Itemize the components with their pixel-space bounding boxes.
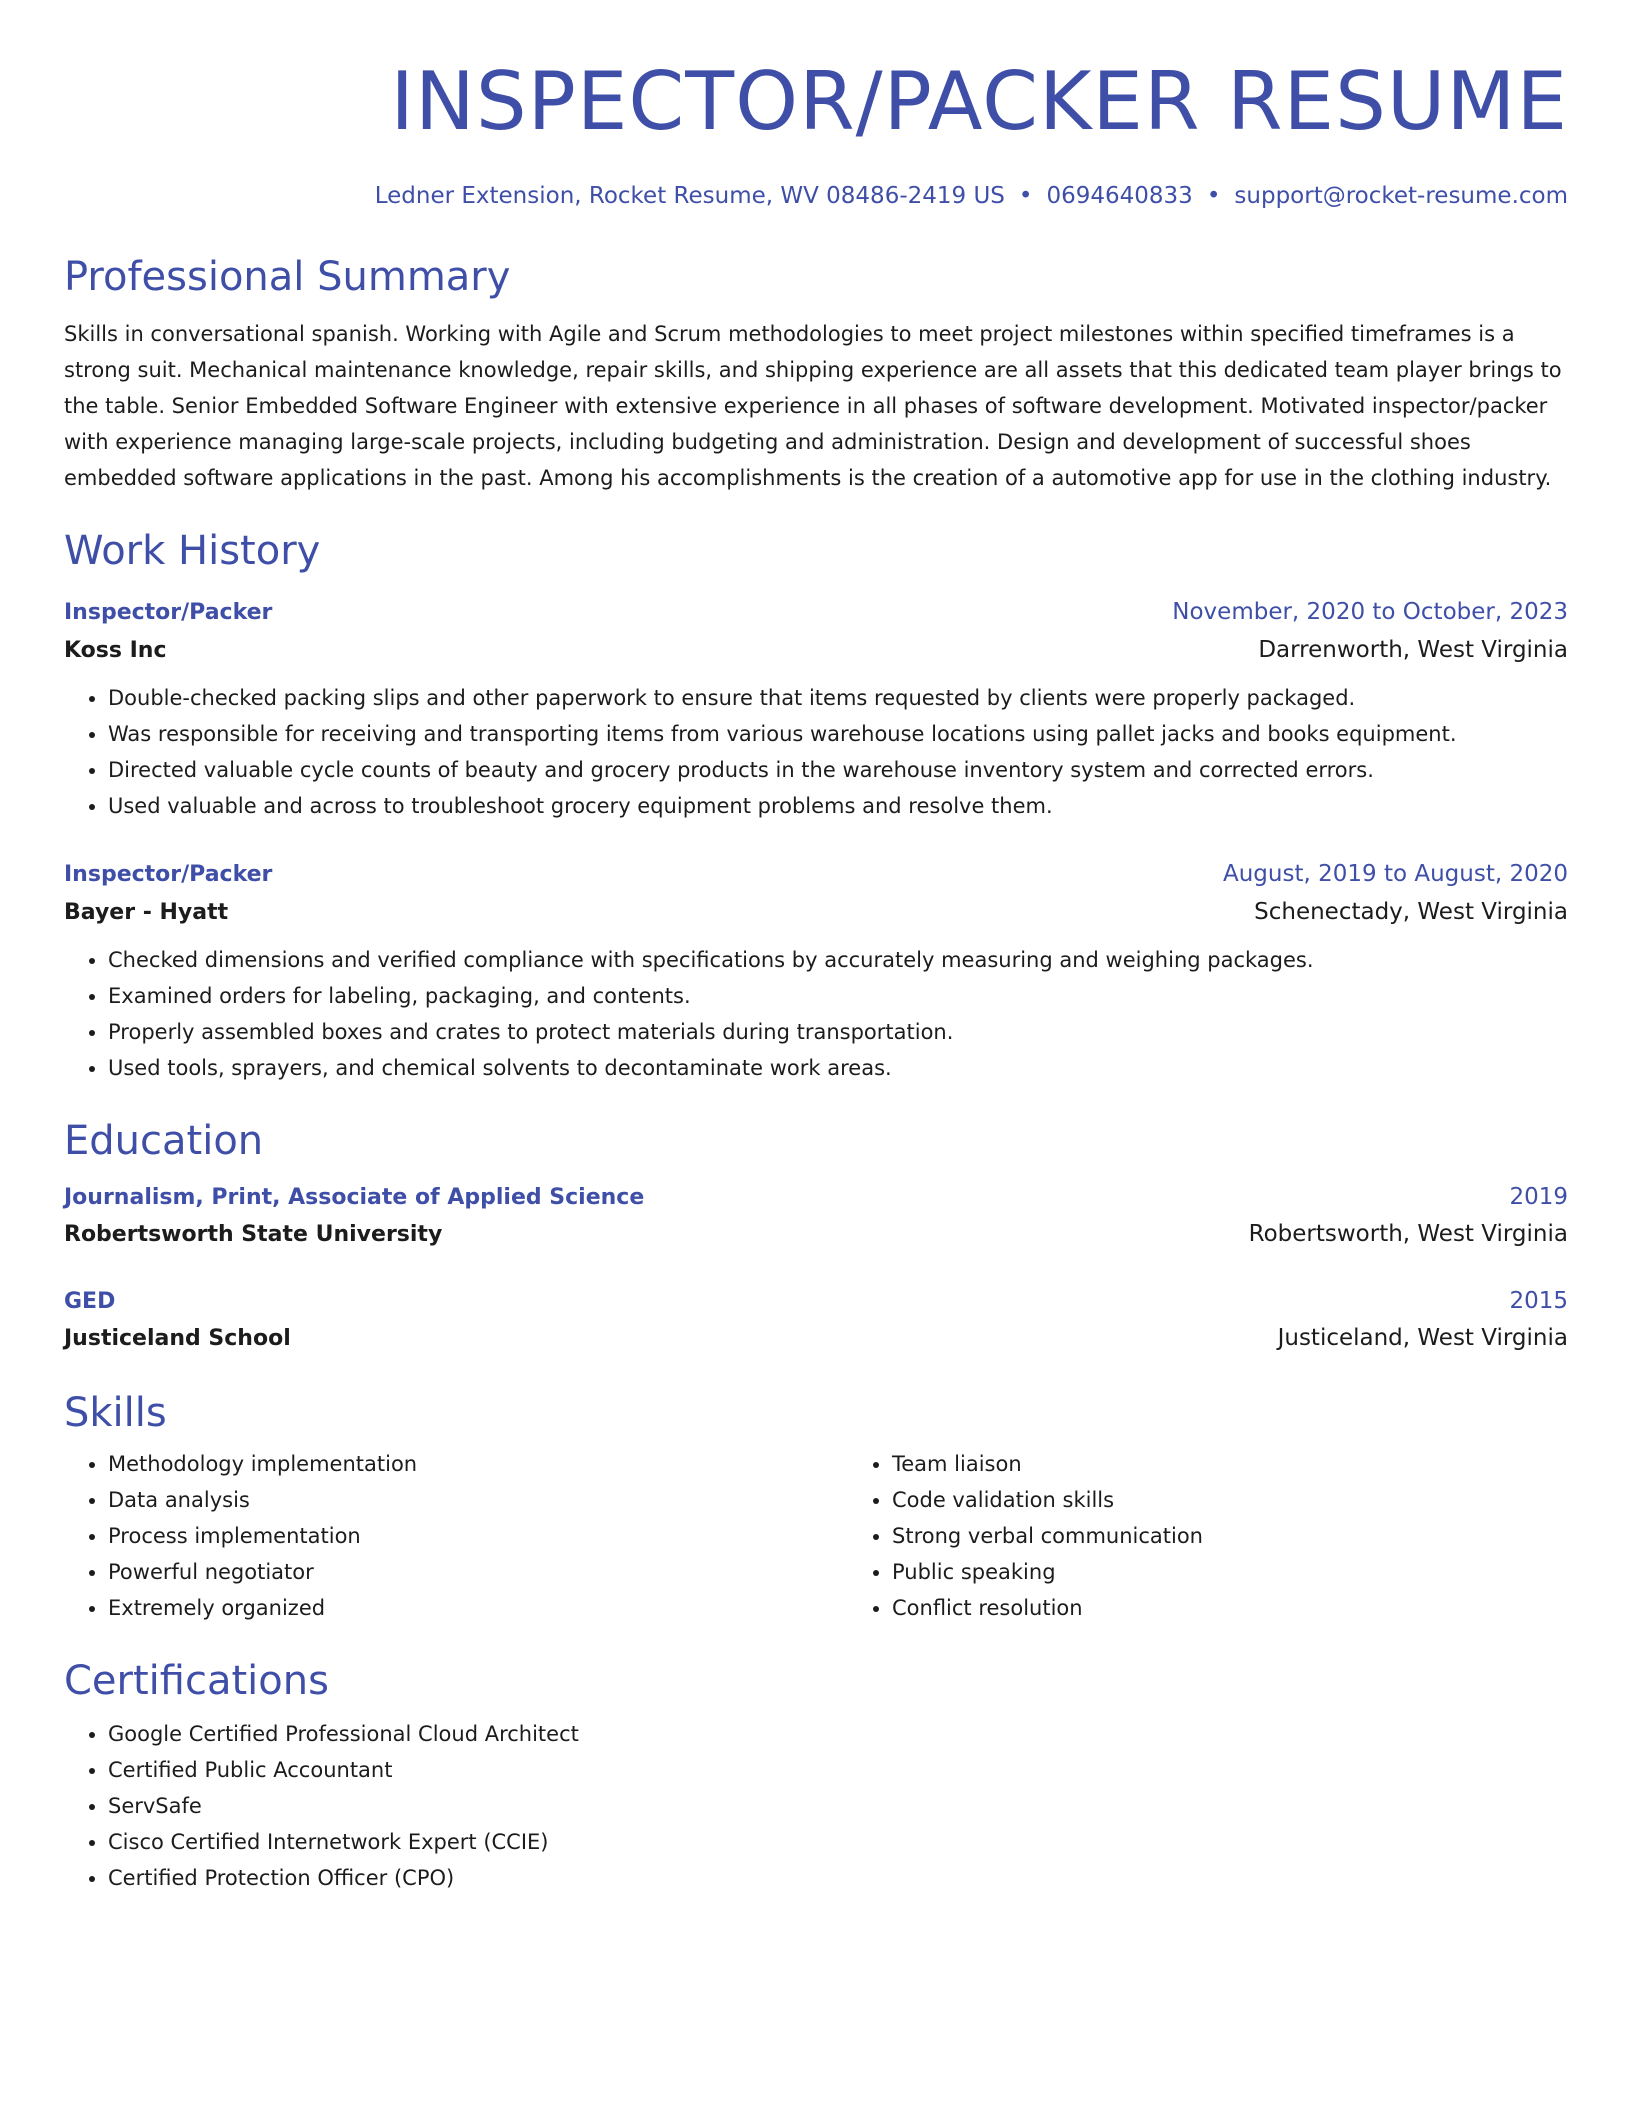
contact-line	[64, 180, 1568, 212]
list-item: • Public speaking	[892, 1554, 1632, 1590]
list-item: • Data analysis	[108, 1482, 848, 1518]
certifications-list	[64, 1716, 1568, 1896]
job-location: Schenectady, West Virginia	[1254, 899, 1568, 925]
list-item: • Examined orders for labeling, packaging, and contents.	[108, 978, 1568, 1014]
education-degree: Journalism, Print, Associate of Applied Science	[64, 1185, 645, 1210]
education-location: Robertsworth, West Virginia	[1248, 1221, 1568, 1247]
job-title: Inspector/Packer	[64, 862, 273, 887]
skills-list-right	[848, 1446, 1632, 1626]
job-company: Koss Inc	[64, 638, 167, 663]
education-year: 2015	[1509, 1288, 1568, 1314]
list-item: • Powerful negotiator	[108, 1554, 848, 1590]
list-item: • Cisco Certified Internetwork Expert (CCIE)	[108, 1824, 1568, 1860]
contact-separator: •	[1206, 183, 1221, 209]
list-item: • Was responsible for receiving and transporting items from various warehouse locations using pallet jacks and books equipment.	[108, 716, 1568, 752]
job-company: Bayer - Hyatt	[64, 900, 229, 925]
summary-heading: Professional Summary	[64, 254, 511, 300]
list-item: • Google Certified Professional Cloud Architect	[108, 1716, 1568, 1752]
job-title: Inspector/Packer	[64, 600, 273, 625]
education-year: 2019	[1509, 1184, 1568, 1210]
education-school: Robertsworth State University	[64, 1222, 443, 1247]
job-bullets	[64, 680, 1568, 824]
list-item: • Double-checked packing slips and other paperwork to ensure that items requested by clients were properly packaged.	[108, 680, 1568, 716]
list-item: • ServSafe	[108, 1788, 1568, 1824]
skills-columns	[64, 1446, 1568, 1626]
education-heading: Education	[64, 1118, 264, 1164]
skills-list-left	[64, 1446, 848, 1626]
job-location: Darrenworth, West Virginia	[1258, 637, 1568, 663]
list-item: • Conflict resolution	[892, 1590, 1632, 1626]
page-title: INSPECTOR/PACKER RESUME	[390, 55, 1568, 148]
job-entry	[64, 856, 1568, 1086]
skills-heading: Skills	[64, 1390, 167, 1436]
list-item: • Process implementation	[108, 1518, 848, 1554]
list-item: • Checked dimensions and verified compliance with specifications by accurately measuring and weighing packages.	[108, 942, 1568, 978]
education-entry	[64, 1284, 1568, 1358]
list-item: • Code validation skills	[892, 1482, 1632, 1518]
contact-phone: 0694640833	[1046, 183, 1193, 209]
list-item: • Extremely organized	[108, 1590, 848, 1626]
work-history-heading: Work History	[64, 528, 321, 574]
list-item: • Used tools, sprayers, and chemical solvents to decontaminate work areas.	[108, 1050, 1568, 1086]
list-item: • Strong verbal communication	[892, 1518, 1632, 1554]
job-entry	[64, 594, 1568, 824]
list-item: • Certified Public Accountant	[108, 1752, 1568, 1788]
list-item: • Certified Protection Officer (CPO)	[108, 1860, 1568, 1896]
education-degree: GED	[64, 1289, 116, 1314]
contact-email[interactable]: support@rocket-resume.com	[1234, 183, 1568, 209]
education-entry	[64, 1180, 1568, 1254]
list-item: • Methodology implementation	[108, 1446, 848, 1482]
job-dates: August, 2019 to August, 2020	[1223, 861, 1568, 887]
summary-text: Skills in conversational spanish. Working with Agile and Scrum methodologies to meet project milestones within specified timeframes is a strong suit. Mechanical maintenance knowledge, repair skills, and shipping experience are all assets that this dedicated team player brings to the table. Senior Embedded Software Engineer with extensive experience in all phases of software development. Motivated inspector/packer with experience managing large-scale projects, including budgeting and administration. Design and development of successful shoes embedded software applications in the past. Among his accomplishments is the creation of a automotive app for use in the clothing industry.	[64, 322, 1562, 490]
contact-address: Ledner Extension, Rocket Resume, WV 08486-2419 US	[374, 183, 1005, 209]
job-bullets	[64, 942, 1568, 1086]
certifications-heading: Certifications	[64, 1658, 329, 1704]
education-school: Justiceland School	[64, 1326, 291, 1351]
list-item: • Team liaison	[892, 1446, 1632, 1482]
education-location: Justiceland, West Virginia	[1277, 1325, 1568, 1351]
list-item: • Directed valuable cycle counts of beauty and grocery products in the warehouse inventory system and corrected errors.	[108, 752, 1568, 788]
list-item: • Used valuable and across to troubleshoot grocery equipment problems and resolve them.	[108, 788, 1568, 824]
list-item: • Properly assembled boxes and crates to protect materials during transportation.	[108, 1014, 1568, 1050]
job-dates: November, 2020 to October, 2023	[1172, 599, 1568, 625]
contact-separator: •	[1018, 183, 1033, 209]
